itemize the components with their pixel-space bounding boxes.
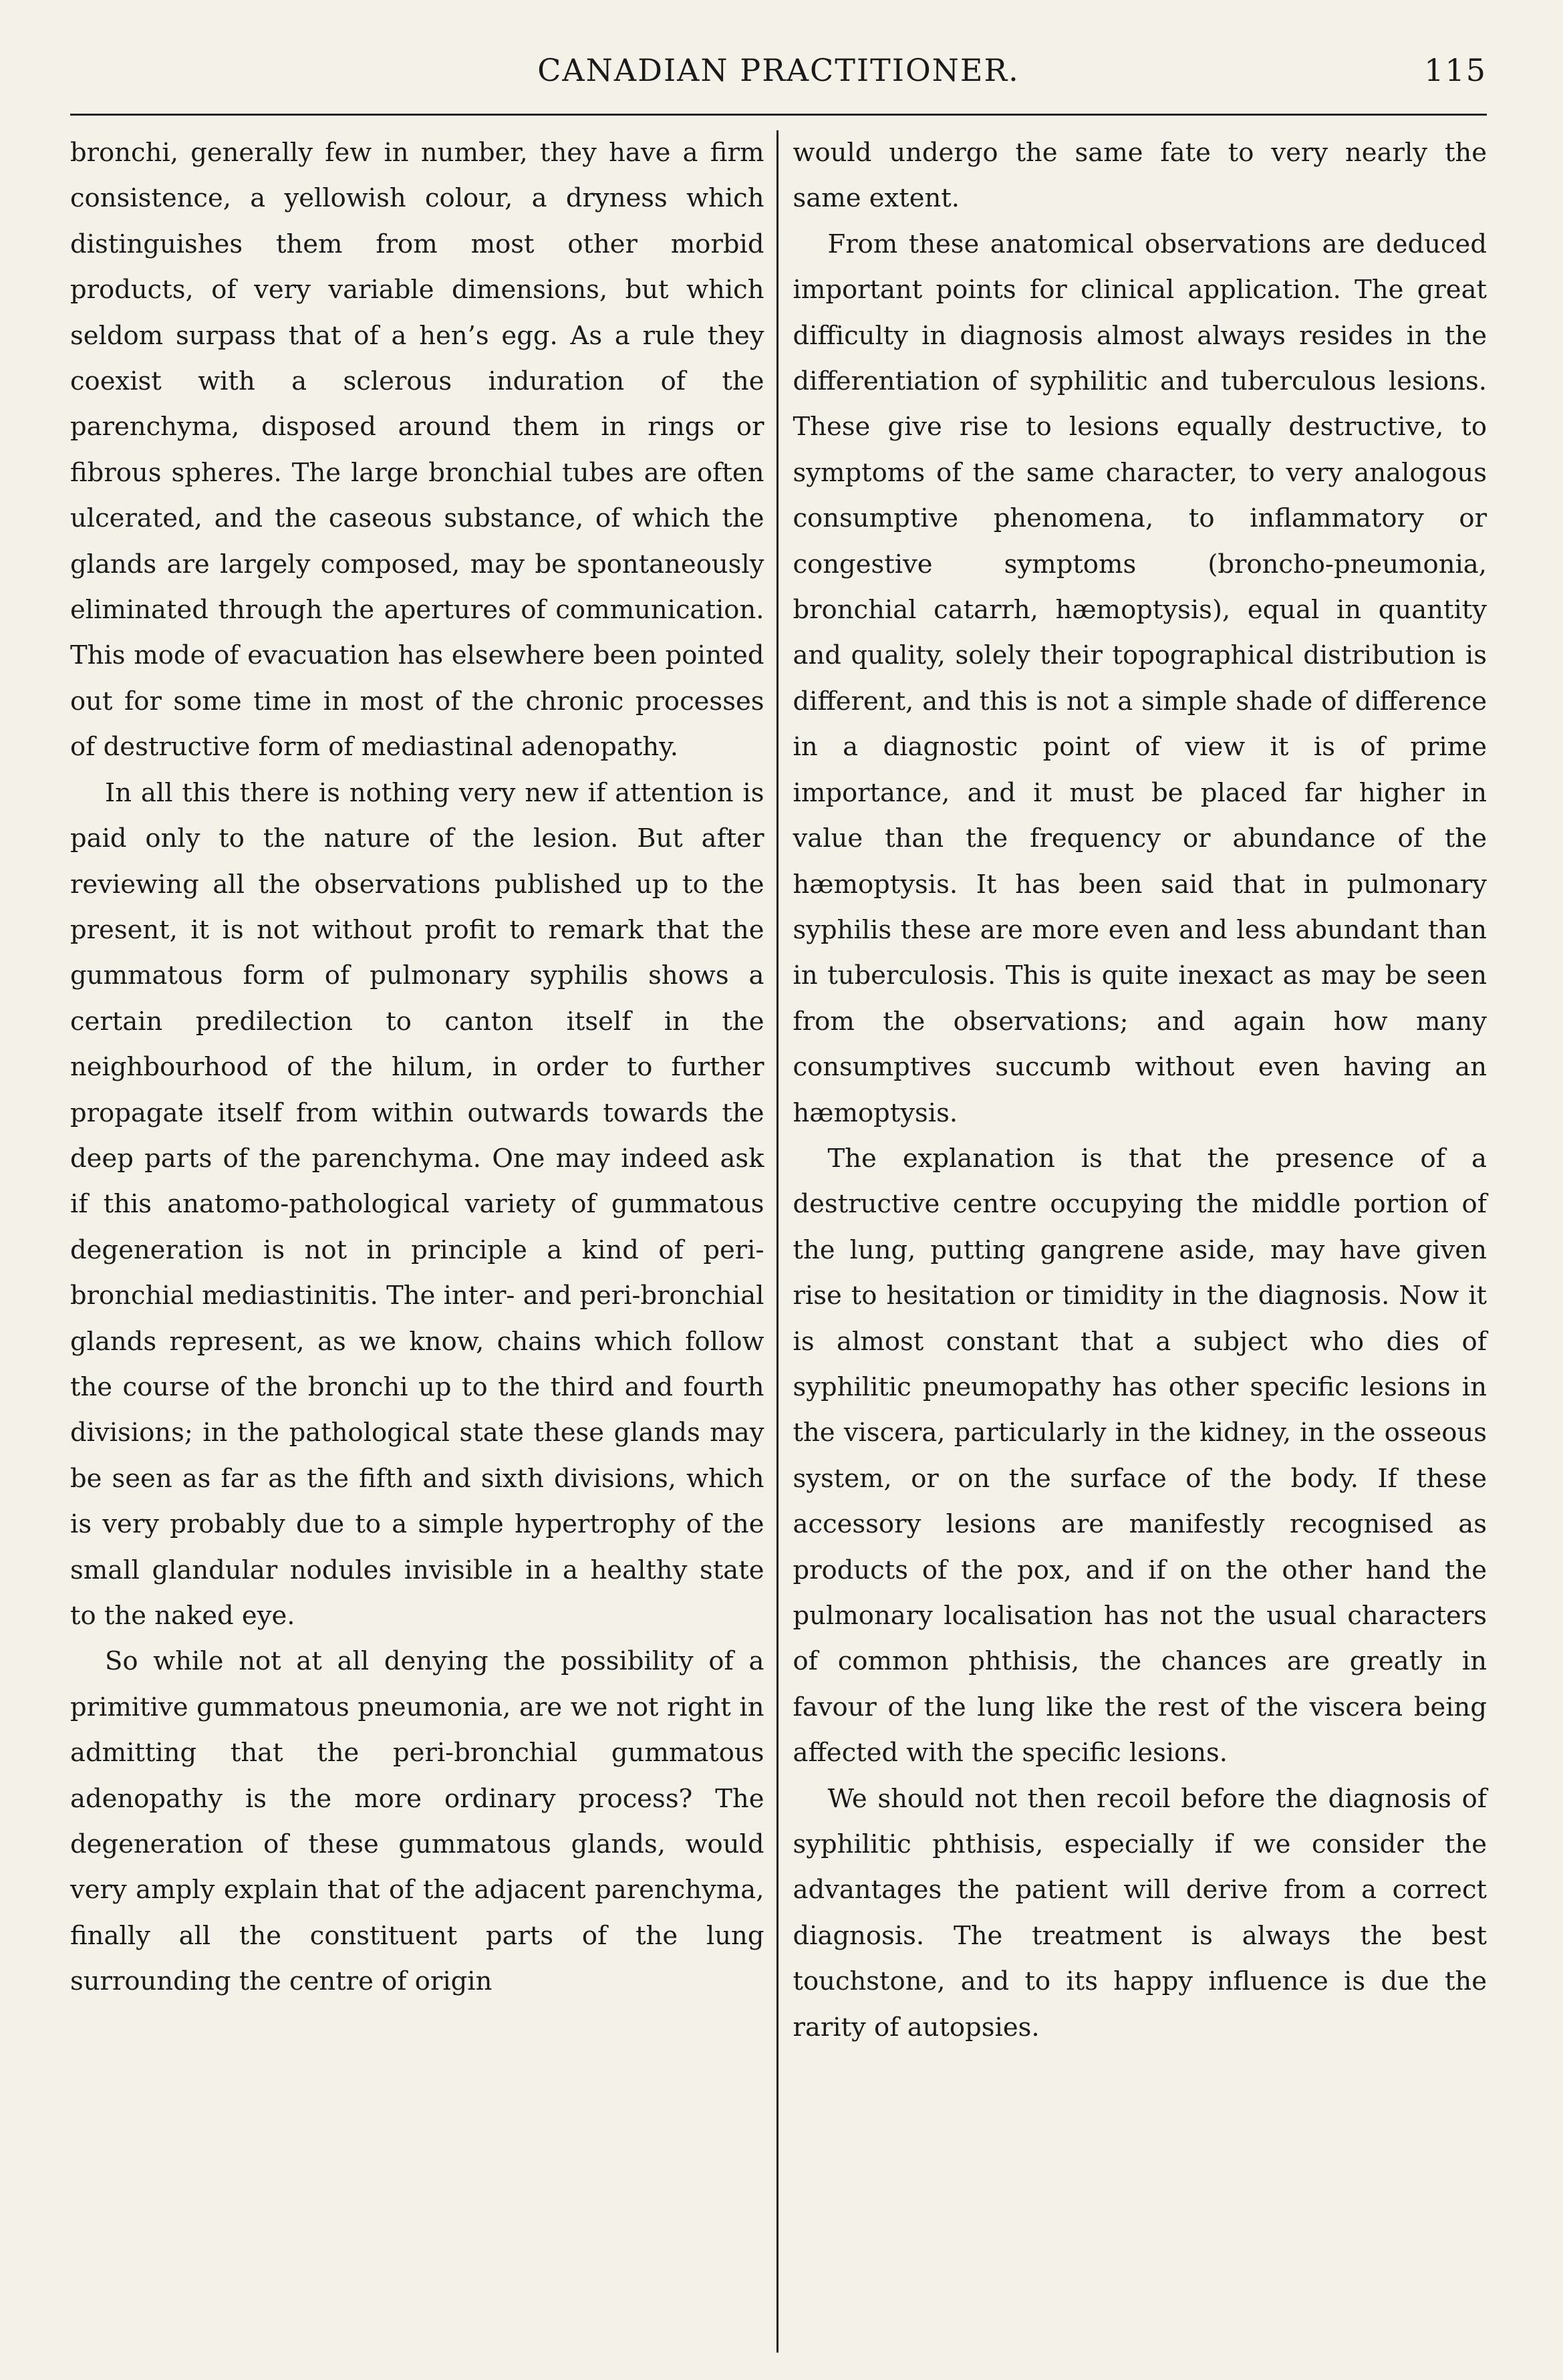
left-paragraph-3: So while not at all denying the possibility of a primitive gummatous pneumonia, are we not right in admitting that the peri-bronchial gummatous adenopathy is the more ordinary process? The degeneration of these gummatous glands, would very amply explain that of the adjacent parenchyma, finally all the constituent parts of the lung surrounding the centre of origin xyxy=(70,1646,764,1997)
right-column xyxy=(778,130,1487,2353)
right-paragraph-4: We should not then recoil before the diagnosis of syphilitic phthisis, especially if we consider the advantages the patient will derive from a correct diagnosis. The treatment is always the best touchstone, and to its happy influence is due the rarity of autopsies. xyxy=(793,1783,1487,2042)
header-rule xyxy=(70,114,1487,116)
journal-title: CANADIAN PRACTITIONER. xyxy=(537,52,1020,88)
left-paragraph-2: In all this there is nothing very new if attention is paid only to the nature of the lesion. But after reviewing all the observations published up to the present, it is not without profit to remark that the gummatous form of pulmonary syphilis shows a certain predilection to canton itself in the neighbourhood of the hilum, in order to further propagate itself from within outwards towards the deep parts of the parenchyma. One may indeed ask if this anatomo-pathological variety of gummatous degeneration is not in principle a kind of peri-bronchial mediastinitis. The inter- and peri-bronchial glands represent, as we know, chains which follow the course of the bronchi up to the third and fourth divisions; in the pathological state these glands may be seen as far as the fifth and sixth divisions, which is very probably due to a simple hypertrophy of the small glandular nodules invisible in a healthy state to the naked eye. xyxy=(70,777,764,1631)
running-header xyxy=(70,40,1487,104)
left-column xyxy=(70,130,776,2353)
page-number: 115 xyxy=(1424,52,1487,88)
text-columns xyxy=(70,130,1487,2353)
right-paragraph-2: From these anatomical observations are deduced important points for clinical application. The great difficulty in diagnosis almost always resides in the differentiation of syphilitic and tuberculous lesions. These give rise to lesions equally destructive, to symptoms of the same character, to very analogous consumptive phenomena, to inflammatory or congestive symptoms (broncho-pneumonia, bronchial catarrh, hæmoptysis), equal in quantity and quality, solely their topographical distribution is different, and this is not a simple shade of difference in a diagnostic point of view it is of prime importance, and it must be placed far higher in value than the frequency or abundance of the hæmoptysis. It has been said that in pulmonary syphilis these are more even and less abundant than in tuberculosis. This is quite inexact as may be seen from the observations; and again how many consumptives succumb without even having an hæmoptysis. xyxy=(793,229,1487,1128)
document-page xyxy=(70,40,1487,2353)
right-paragraph-1: would undergo the same fate to very nearly the same extent. xyxy=(793,138,1487,214)
right-paragraph-3: The explanation is that the presence of a destructive centre occupying the middle portion of the lung, putting gangrene aside, may have given rise to hesitation or timidity in the diagnosis. Now it is almost constant that a subject who dies of syphilitic pneumopathy has other specific lesions in the viscera, particularly in the kidney, in the osseous system, or on the surface of the body. If these accessory lesions are manifestly recognised as products of the pox, and if on the other hand the pulmonary localisation has not the usual characters of common phthisis, the chances are greatly in favour of the lung like the rest of the viscera being affected with the specific lesions. xyxy=(793,1143,1487,1768)
left-paragraph-1: bronchi, generally few in number, they have a firm consistence, a yellowish colour, a dryness which distinguishes them from most other morbid products, of very variable dimensions, but which seldom surpass that of a hen’s egg. As a rule they coexist with a sclerous induration of the parenchyma, disposed around them in rings or fibrous spheres. The large bronchial tubes are often ulcerated, and the caseous substance, of which the glands are largely composed, may be spontaneously eliminated through the apertures of communication. This mode of evacuation has elsewhere been pointed out for some time in most of the chronic processes of destructive form of mediastinal adenopathy. xyxy=(70,138,764,763)
